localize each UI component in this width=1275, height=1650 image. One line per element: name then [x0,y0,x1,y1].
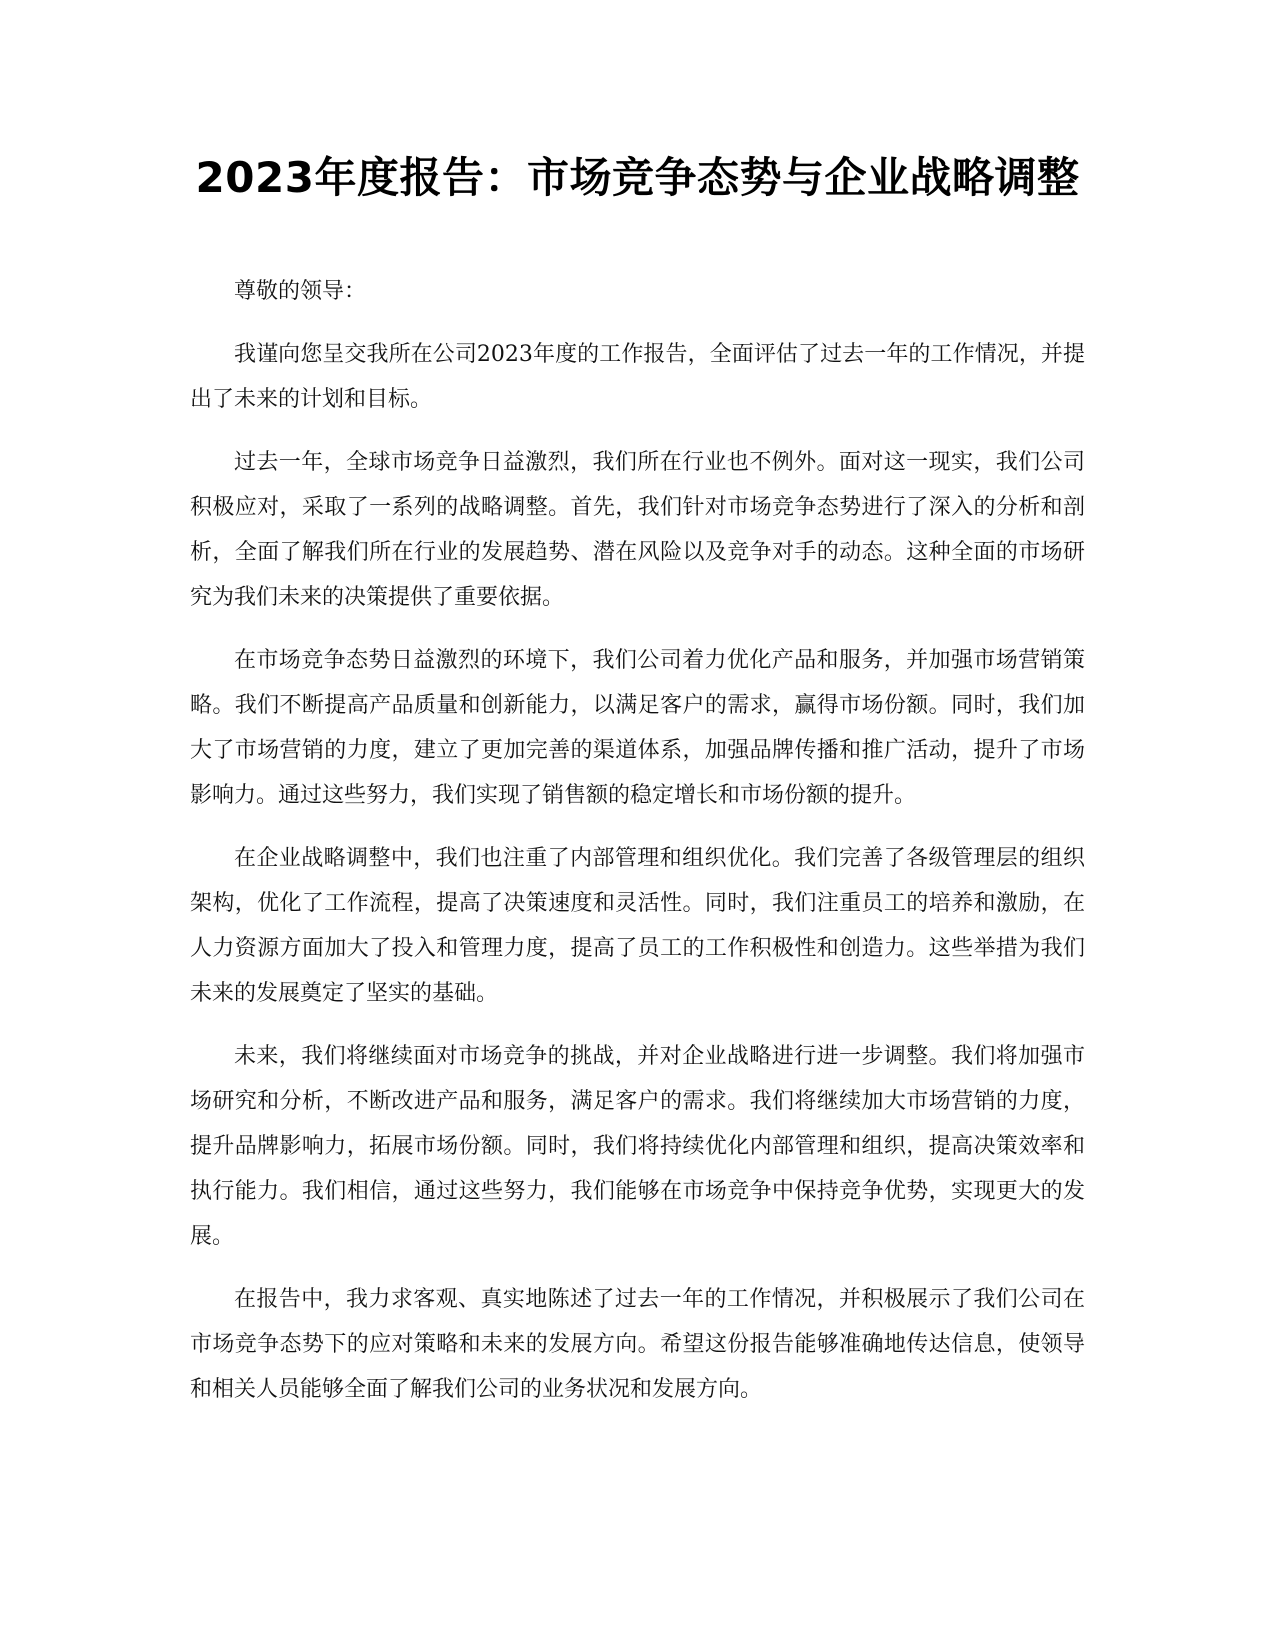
paragraph-5: 未来，我们将继续面对市场竞争的挑战，并对企业战略进行进一步调整。我们将加强市场研究和分析，不断改进产品和服务，满足客户的需求。我们将继续加大市场营销的力度，提升品牌影响力，拓展市场份额。同时，我们将持续优化内部管理和组织，提高决策效率和执行能力。我们相信，通过这些努力，我们能够在市场竞争中保持竞争优势，实现更大的发展。 [190,1044,1085,1249]
paragraph-3: 在市场竞争态势日益激烈的环境下，我们公司着力优化产品和服务，并加强市场营销策略。我们不断提高产品质量和创新能力，以满足客户的需求，赢得市场份额。同时，我们加大了市场营销的力度，建立了更加完善的渠道体系，加强品牌传播和推广活动，提升了市场影响力。通过这些努力，我们实现了销售额的稳定增长和市场份额的提升。 [190,648,1085,808]
paragraph-6: 在报告中，我力求客观、真实地陈述了过去一年的工作情况，并积极展示了我们公司在市场竞争态势下的应对策略和未来的发展方向。希望这份报告能够准确地传达信息，使领导和相关人员能够全面了解我们公司的业务状况和发展方向。 [190,1287,1085,1402]
document-title: 2023年度报告：市场竞争态势与企业战略调整 [195,153,1080,202]
salutation: 尊敬的领导： [234,279,367,304]
paragraph-4: 在企业战略调整中，我们也注重了内部管理和组织优化。我们完善了各级管理层的组织架构，优化了工作流程，提高了决策速度和灵活性。同时，我们注重员工的培养和激励，在人力资源方面加大了投入和管理力度，提高了员工的工作积极性和创造力。这些举措为我们未来的发展奠定了坚实的基础。 [190,846,1085,1006]
paragraph-1: 我谨向您呈交我所在公司2023年度的工作报告，全面评估了过去一年的工作情况，并提出了未来的计划和目标。 [190,342,1085,412]
paragraph-2: 过去一年，全球市场竞争日益激烈，我们所在行业也不例外。面对这一现实，我们公司积极应对，采取了一系列的战略调整。首先，我们针对市场竞争态势进行了深入的分析和剖析，全面了解我们所在行业的发展趋势、潜在风险以及竞争对手的动态。这种全面的市场研究为我们未来的决策提供了重要依据。 [190,450,1085,610]
